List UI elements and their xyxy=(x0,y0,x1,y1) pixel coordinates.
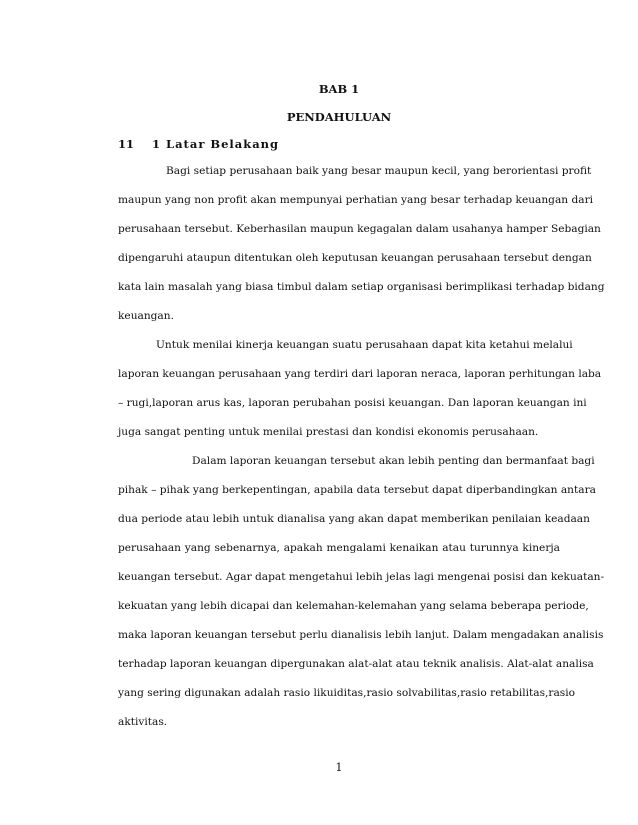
text-line: Bagi setiap perusahaan baik yang besar maupun kecil, yang berorientasi profit xyxy=(166,165,592,177)
text-line: keuangan. xyxy=(118,310,174,322)
page-number: 1 xyxy=(335,761,343,774)
chapter-number: BAB 1 xyxy=(318,82,360,96)
section-number: 11 xyxy=(118,137,135,151)
text-line: dua periode atau lebih untuk dianalisa yang akan dapat memberikan penilaian keadaan xyxy=(118,513,590,525)
text-line: maupun yang non profit akan mempunyai perhatian yang besar terhadap keuangan dari xyxy=(118,194,594,206)
text-line: dipengaruhi ataupun ditentukan oleh keputusan keuangan perusahaan tersebut dengan xyxy=(118,252,592,264)
text-line: – rugi,laporan arus kas, laporan perubahan posisi keuangan. Dan laporan keuangan ini xyxy=(118,397,587,409)
text-line: Dalam laporan keuangan tersebut akan lebih penting dan bermanfaat bagi xyxy=(192,455,595,467)
section-title: 1 Latar Belakang xyxy=(152,137,280,151)
text-line: kekuatan yang lebih dicapai dan kelemahan-kelemahan yang selama beberapa periode, xyxy=(118,600,589,612)
chapter-title: PENDAHULUAN xyxy=(286,110,392,124)
text-line: perusahaan yang sebenarnya, apakah mengalami kenaikan atau turunnya kinerja xyxy=(118,542,560,554)
text-line: terhadap laporan keuangan dipergunakan alat-alat atau teknik analisis. Alat-alat analisa xyxy=(118,658,594,670)
text-line: pihak – pihak yang berkepentingan, apabila data tersebut dapat diperbandingkan antara xyxy=(118,484,596,496)
text-line: juga sangat penting untuk menilai prestasi dan kondisi ekonomis perusahaan. xyxy=(118,426,539,438)
text-line: aktivitas. xyxy=(118,716,168,728)
section-heading xyxy=(118,137,279,151)
text-line: maka laporan keuangan tersebut perlu dianalisis lebih lanjut. Dalam mengadakan analisis xyxy=(118,629,604,641)
text-line: laporan keuangan perusahaan yang terdiri dari laporan neraca, laporan perhitungan laba xyxy=(118,368,602,380)
text-line: perusahaan tersebut. Keberhasilan maupun kegagalan dalam usahanya hamper Sebagian xyxy=(118,223,601,235)
text-line: Untuk menilai kinerja keuangan suatu perusahaan dapat kita ketahui melalui xyxy=(156,339,573,351)
text-line: keuangan tersebut. Agar dapat mengetahui lebih jelas lagi mengenai posisi dan kekuatan- xyxy=(118,571,605,583)
text-line: yang sering digunakan adalah rasio likuiditas,rasio solvabilitas,rasio retabilitas,rasio xyxy=(118,687,575,699)
text-line: kata lain masalah yang biasa timbul dalam setiap organisasi berimplikasi terhadap bidang xyxy=(118,281,605,293)
